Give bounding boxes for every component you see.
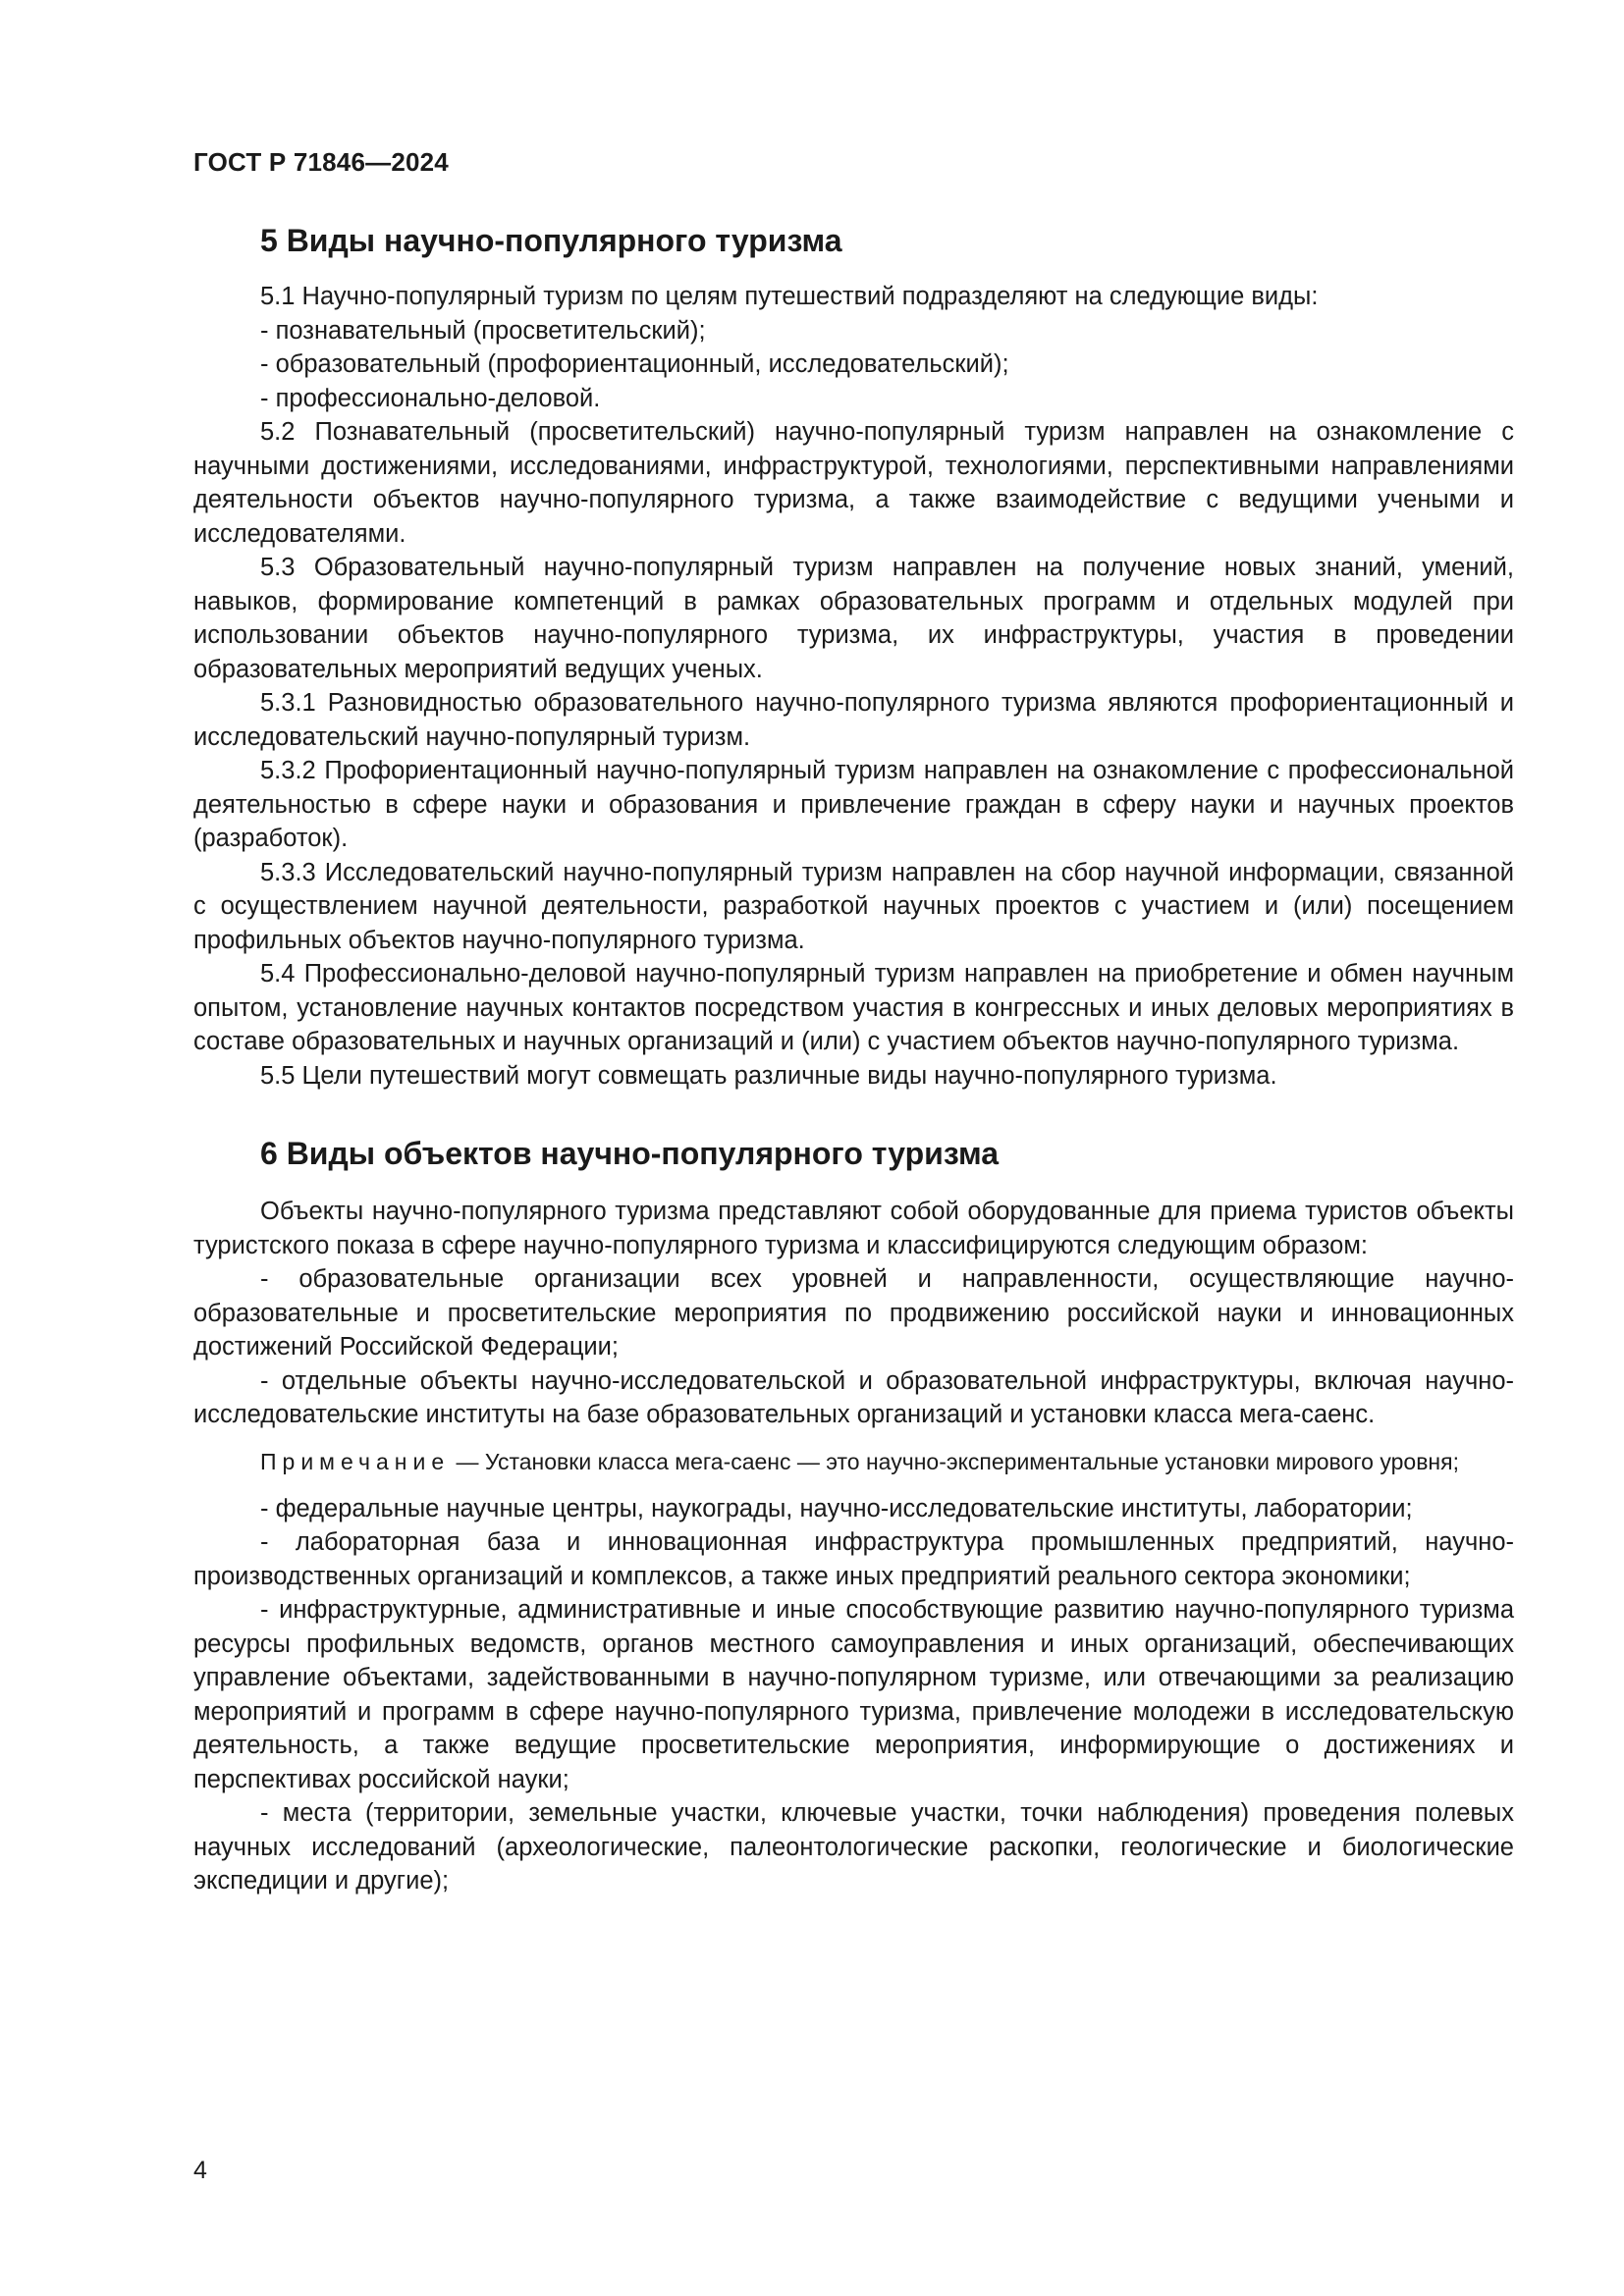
- paragraph-5-5: 5.5 Цели путешествий могут совмещать различные виды научно-популярного туризма.: [260, 1061, 1277, 1090]
- paragraph-5-3: 5.3 Образовательный научно-популярный туризм направлен на получение новых знаний, умений, навыков, формирование компетенций в рамках образовательных программ и отдельных модулей при использовании объектов научно-популярного туризма, их инфраструктуры, участия в проведении образовательных мероприятий ведущих ученых.: [193, 554, 1514, 683]
- note-paragraph: [193, 1446, 1514, 1478]
- paragraph-6-intro: Объекты научно-популярного туризма представляют собой оборудованные для приема туристов объекты туристского показа в сфере научно-популярного туризма и классифицируются следующим образом:: [193, 1198, 1514, 1259]
- paragraph-5-4: 5.4 Профессионально-деловой научно-популярный туризм направлен на приобретение и обмен научным опытом, установление научных контактов посредством участия в конгрессных и иных деловых мероприятиях в составе образовательных и научных организаций и (или) с участием объектов научно-популярного туризма.: [193, 960, 1514, 1055]
- list-item-educational: - образовательный (профориентационный, исследовательский);: [260, 350, 1009, 378]
- section-5-title: 5 Виды научно-популярного туризма: [260, 223, 842, 258]
- note-label: Примечание: [260, 1448, 451, 1474]
- document-body: [193, 221, 1514, 1898]
- paragraph-5-2: 5.2 Познавательный (просветительский) научно-популярный туризм направлен на ознакомление с научными достижениями, исследованиями, инфраструктурой, технологиями, перспективными направлениями деятельности объектов научно-популярного туризма, а также взаимодействие с ведущими учеными и исследователями.: [193, 418, 1514, 548]
- page-number: 4: [193, 2157, 207, 2184]
- list-item-administrative-resources: - инфраструктурные, административные и иные способствующие развитию научно-популярного туризма ресурсы профильных ведомств, органов местного самоуправления и иных организаций, обеспечивающих управление объектами, задействованными в научно-популярном туризме, или отвечающими за реализацию мероприятий и программ в сфере научно-популярного туризма, привлечение молодежи в исследовательскую деятельность, а также ведущие просветительские мероприятия, информирующие о достижениях и перспективах российской науки;: [193, 1596, 1514, 1793]
- note-text: — Установки класса мега-саенс — это научно-экспериментальные установки мирового уровня;: [450, 1448, 1459, 1474]
- paragraph-5-1: 5.1 Научно-популярный туризм по целям путешествий подразделяют на следующие виды:: [260, 283, 1319, 310]
- list-item-federal-centers: - федеральные научные центры, наукограды, научно-исследовательские институты, лаборатории;: [260, 1494, 1413, 1522]
- list-item-lab-base: - лабораторная база и инновационная инфраструктура промышленных предприятий, научно-производственных организаций и комплексов, а также иных предприятий реального сектора экономики;: [193, 1528, 1514, 1590]
- paragraph-5-3-3: 5.3.3 Исследовательский научно-популярный туризм направлен на сбор научной информации, связанной с осуществлением научной деятельности, разработкой научных проектов с участием и (или) посещением профильных объектов научно-популярного туризма.: [193, 858, 1514, 954]
- list-item-cognitive: - познавательный (просветительский);: [260, 316, 706, 345]
- list-item-educational-orgs: - образовательные организации всех уровней и направленности, осуществляющие научно-образовательные и просветительские мероприятия по продвижению российской науки и инновационных достижений Российской Федерации;: [193, 1265, 1514, 1361]
- list-item-business: - профессионально-деловой.: [260, 384, 601, 412]
- section-6-title: 6 Виды объектов научно-популярного туризма: [260, 1136, 999, 1171]
- document-code-header: ГОСТ Р 71846—2024: [193, 147, 449, 177]
- list-item-research-infrastructure: - отдельные объекты научно-исследовательской и образовательной инфраструктуры, включая научно-исследовательские институты на базе образовательных организаций и установки класса мега-саенс.: [193, 1366, 1514, 1428]
- paragraph-5-3-1: 5.3.1 Разновидностью образовательного научно-популярного туризма являются профориентационный и исследовательский научно-популярный туризм.: [193, 689, 1514, 751]
- paragraph-5-3-2: 5.3.2 Профориентационный научно-популярный туризм направлен на ознакомление с профессиональной деятельностью в сфере науки и образования и привлечение граждан в сферу науки и научных проектов (разработок).: [193, 757, 1514, 852]
- list-item-field-research-places: - места (территории, земельные участки, ключевые участки, точки наблюдения) проведения полевых научных исследований (археологические, палеонтологические раскопки, геологические и биологические экспедиции и другие);: [193, 1799, 1514, 1895]
